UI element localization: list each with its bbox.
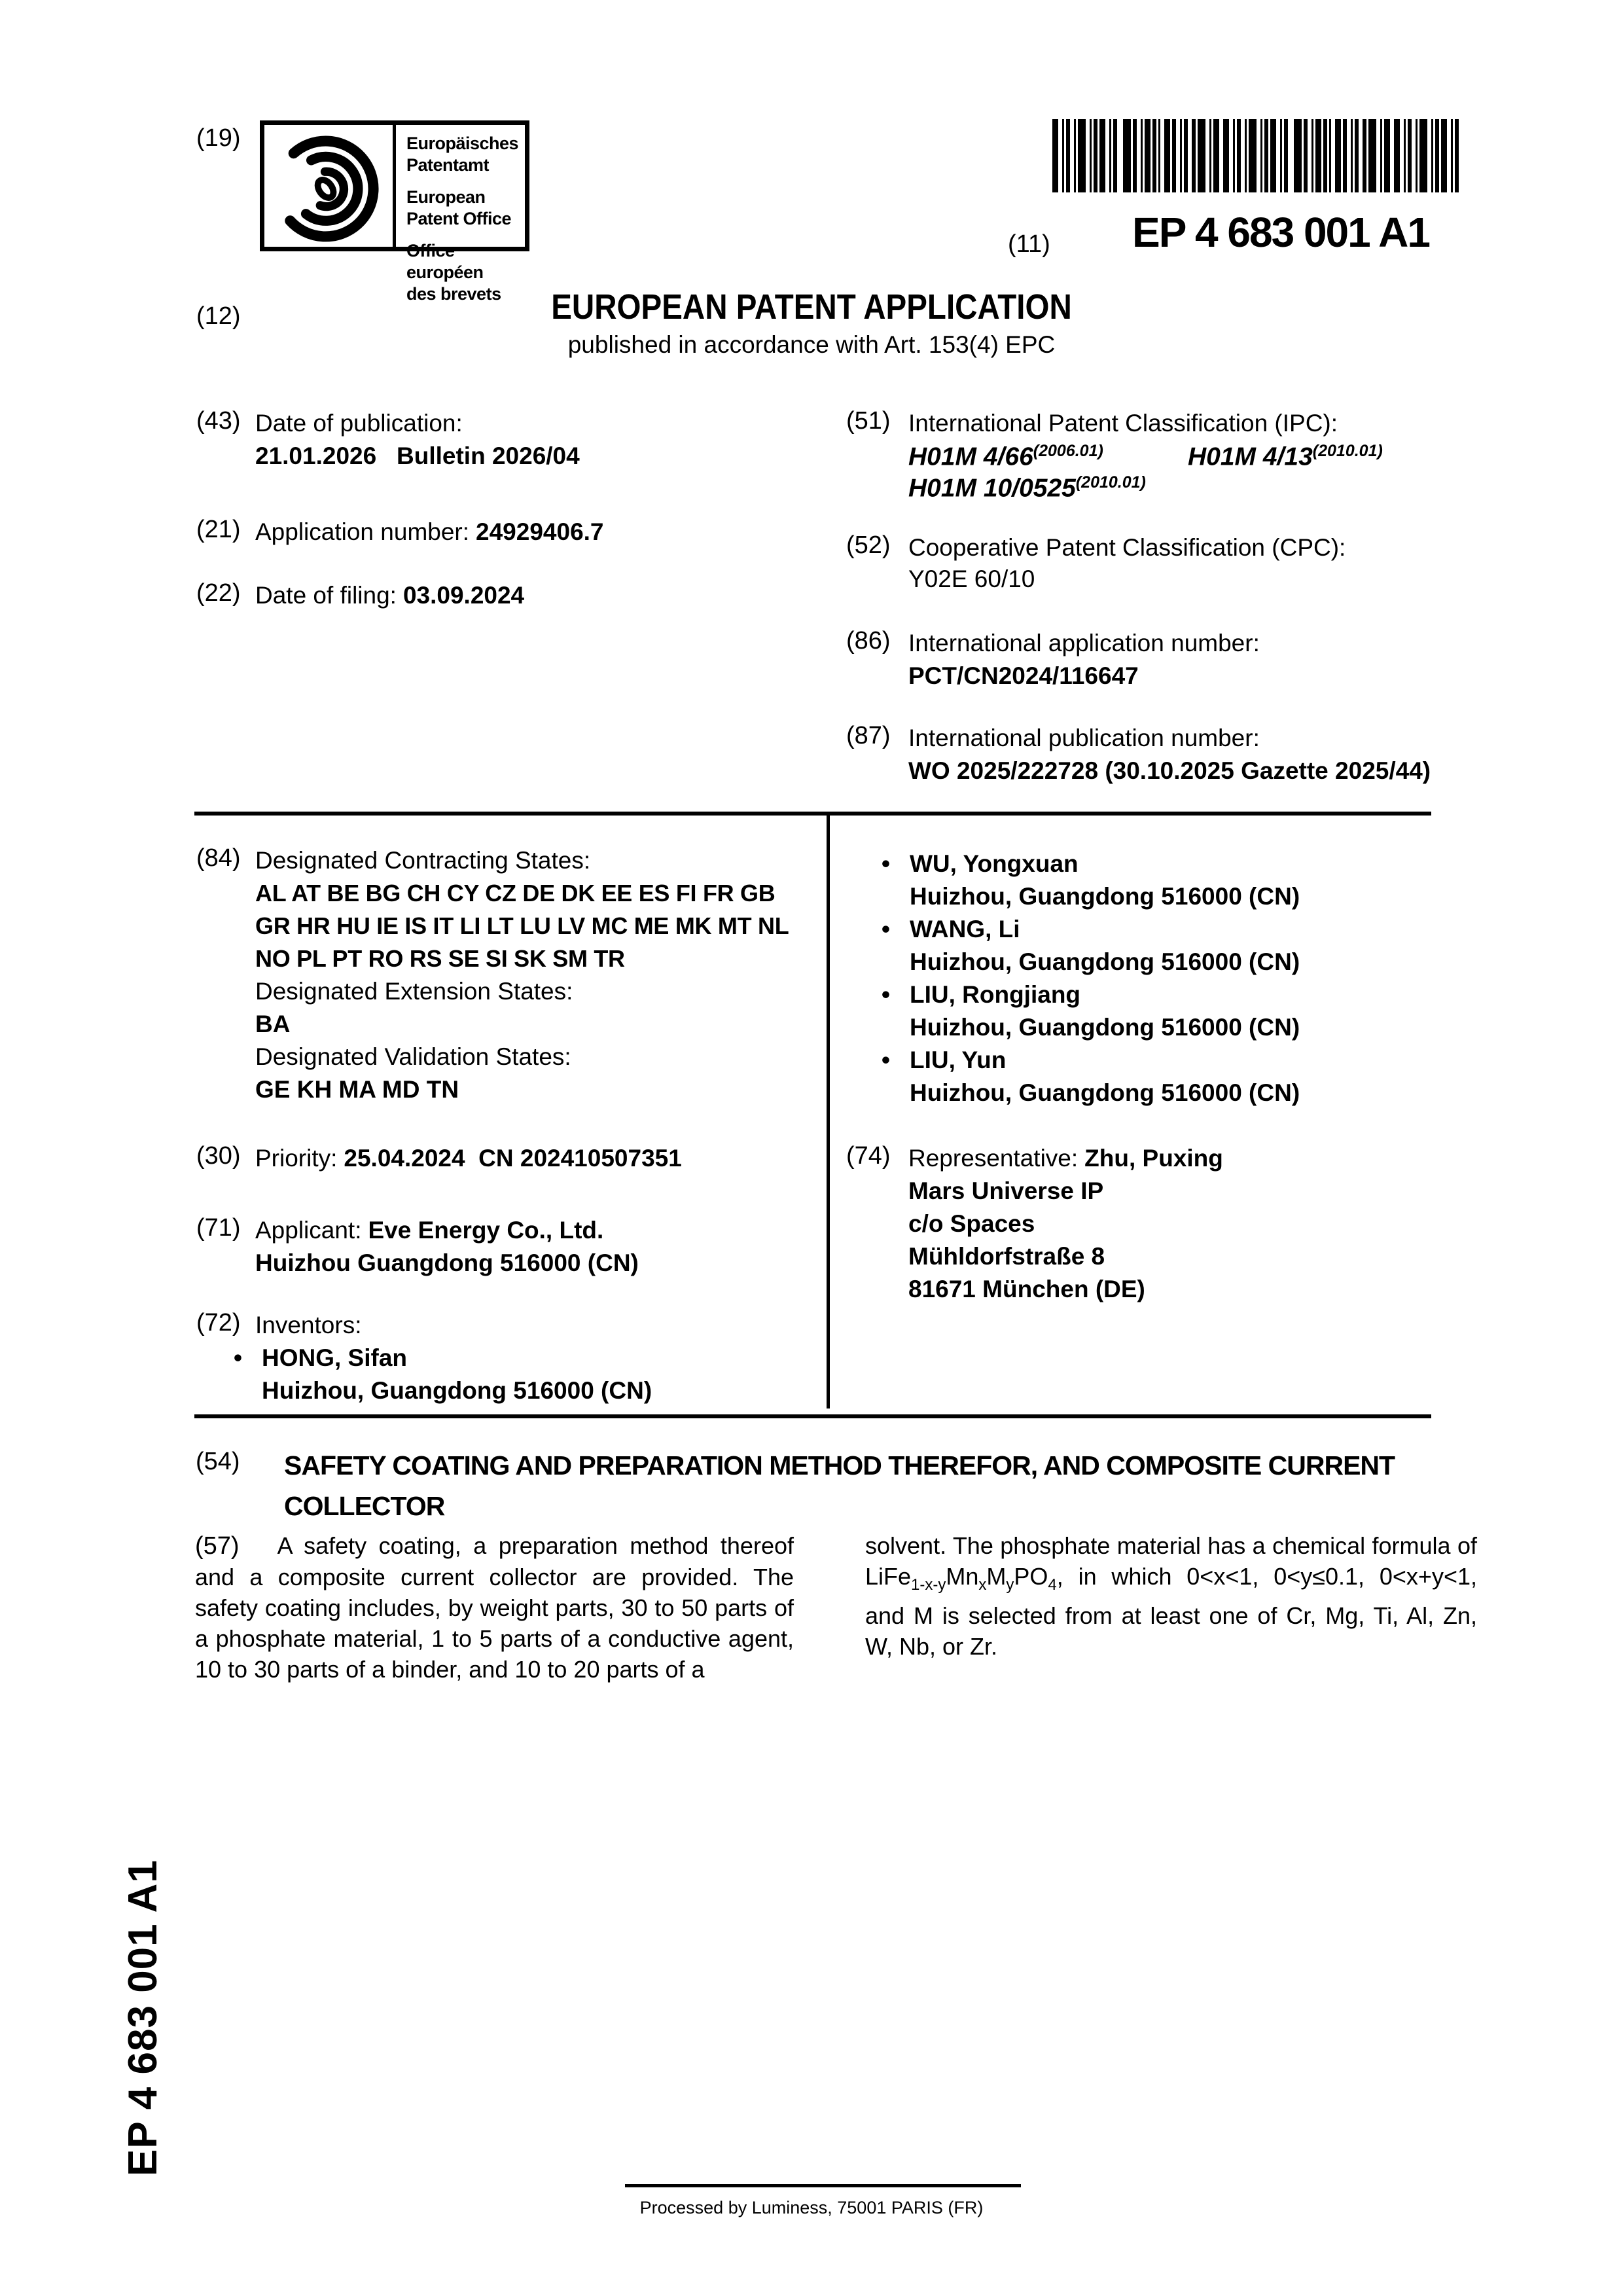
epo-name-fr-line1: Office européen [406,241,484,282]
inid-43: (43) [196,407,241,435]
f74-line: c/o Spaces [908,1210,1035,1237]
f74-line: Mühldorfstraße 8 [908,1243,1105,1270]
inid-52: (52) [846,531,891,559]
inventor-name: • LIU, Rongjiang [882,978,1080,1011]
f22-row [255,579,524,612]
f43-value: 21.01.2026 Bulletin 2026/04 [255,442,580,469]
f22-value: 03.09.2024 [402,582,525,609]
abstract-column-1 [195,1530,794,1685]
ipc-year: (2010.01) [1312,442,1383,460]
abstract-text-1: A safety coating, a preparation method thereof and a composite current collector are provided. The safety coating includes, by weight parts, 30 to 50 parts of a phosphate material, 1 to 5 parts of a conductive agent, 10 to 30 parts of a binder, and 10 to 20 parts of a [195,1532,794,1683]
inventor-address: Huizhou, Guangdong 516000 (CN) [910,948,1300,975]
bullet-icon [882,1047,910,1073]
epo-name-de-line2: Patentamt [406,155,490,175]
document-type-title: EUROPEAN PATENT APPLICATION [551,287,1072,327]
f71-label: Applicant: [255,1217,362,1244]
inventor-name: • LIU, Yun [882,1044,1006,1077]
inid-57: (57) [195,1532,240,1560]
bullet-icon [882,916,910,942]
f74-name: Zhu, Puxing [1084,1145,1223,1172]
f21-value: 24929406.7 [476,518,604,545]
epo-logo [260,120,529,304]
inventor-name: • WU, Yongxuan [882,848,1079,880]
f74-line: Mars Universe IP [908,1177,1104,1204]
ipc-entry [908,466,1146,505]
f84-val-label: Designated Validation States: [255,1043,571,1070]
inid-74: (74) [846,1142,891,1170]
f84-states-line1: AL AT BE BG CH CY CZ DE DK EE ES FI FR GB [255,880,776,906]
f30-label: Priority: [255,1145,338,1172]
epo-name-english [406,187,525,230]
section-divider-top [194,812,1431,816]
ipc-entry [1188,435,1383,473]
f84-label: Designated Contracting States: [255,847,591,874]
chemical-formula: $LiFe_{1-x-y}Mn_xM_yPO_4$ [865,1563,1057,1594]
inventor-name: • HONG, Sifan [234,1342,407,1374]
barcode [1052,119,1465,192]
inid-30: (30) [196,1142,241,1170]
inid-71: (71) [196,1214,241,1242]
f74-line: 81671 München (DE) [908,1276,1145,1302]
f86-value: PCT/CN2024/116647 [908,662,1139,689]
f43-label: Date of publication: [255,410,463,437]
footer-rule [625,2184,1021,2187]
f84-ext-states: BA [255,1011,291,1037]
f86-label: International application number: [908,630,1260,656]
invention-title: SAFETY COATING AND PREPARATION METHOD THEREFOR, AND COMPOSITE CURRENT COLLECTOR [284,1450,1395,1521]
f87-label: International publication number: [908,725,1260,751]
ipc-code: H01M 4/13 [1188,442,1313,471]
f71-applicant-address: Huizhou Guangdong 516000 (CN) [255,1249,639,1276]
f87-value: WO 2025/222728 (30.10.2025 Gazette 2025/44) [908,757,1431,784]
abstract-text-2: solvent. The phosphate material has a chemical formula of [865,1532,1477,1559]
f52-value: Y02E 60/10 [908,565,1035,592]
f84-states-line3: NO PL PT RO RS SE SI SK SM TR [255,945,625,972]
f21-label: Application number: [255,518,470,545]
f84-states-line2: GR HR HU IE IS IT LI LT LU LV MC ME MK MT NL [255,912,789,939]
epo-name-german [406,133,525,176]
epo-name-en-line2: Patent Office [406,209,512,228]
bullet-icon [882,981,910,1008]
sidebar-publication-number: EP 4 683 001 A1 [120,1859,166,2176]
inid-21: (21) [196,516,241,543]
f21-row [255,516,604,548]
f74-row [908,1142,1223,1175]
inid-54: (54) [196,1448,240,1475]
abstract-column-2 [865,1530,1477,1662]
epo-name-de-line1: Europäisches [406,134,519,153]
inventor-address: Huizhou, Guangdong 516000 (CN) [910,1079,1300,1106]
inid-19: (19) [196,124,241,152]
f74-label: Representative: [908,1145,1079,1172]
inid-51: (51) [846,407,891,435]
ipc-code: H01M 10/0525 [908,474,1076,503]
bullet-icon [882,850,910,877]
f72-label: Inventors: [255,1312,362,1338]
inventor-name: • WANG, Li [882,913,1020,946]
ipc-code: H01M 4/66 [908,442,1033,471]
f84-val-states: GE KH MA MD TN [255,1076,459,1103]
f30-value: 25.04.2024 CN 202410507351 [344,1145,682,1172]
publication-number: EP 4 683 001 A1 [1132,209,1429,256]
f22-label: Date of filing: [255,582,397,609]
inventor-address: Huizhou, Guangdong 516000 (CN) [262,1377,652,1404]
epo-name-fr-line2: des brevets [406,284,501,304]
inventor-address: Huizhou, Guangdong 516000 (CN) [910,1014,1300,1041]
footer-processing-note: Processed by Luminess, 75001 PARIS (FR) [639,2198,984,2217]
inid-11: (11) [1008,230,1050,258]
ipc-year: (2006.01) [1033,442,1103,460]
bullet-icon [234,1344,262,1371]
inid-84: (84) [196,844,241,872]
document-subtitle: published in accordance with Art. 153(4) EPC [567,331,1056,358]
inid-22: (22) [196,579,241,607]
inid-12: (12) [196,302,241,330]
section-divider-bottom [194,1414,1431,1418]
inventor-address: Huizhou, Guangdong 516000 (CN) [910,883,1300,910]
inid-86: (86) [846,627,891,655]
f52-label: Cooperative Patent Classification (CPC): [908,534,1346,561]
f71-applicant-name: Eve Energy Co., Ltd. [368,1217,604,1244]
epo-swirl-icon [264,125,396,247]
f30-row [255,1142,682,1175]
inid-72: (72) [196,1309,241,1336]
abstract-text-3: , in which 0<x<1, 0<y≤0.1, 0<x+y<1, and M is selected from at least one of Cr, Mg, Ti, Al, Zn, W, Nb, or Zr. [865,1563,1477,1660]
f84-ext-label: Designated Extension States: [255,978,573,1005]
column-divider [827,812,830,1408]
epo-office-names [396,125,525,304]
inid-87: (87) [846,722,891,749]
epo-name-en-line1: European [406,187,486,207]
f51-label: International Patent Classification (IPC): [908,410,1338,437]
f71-row [255,1214,603,1247]
ipc-year: (2010.01) [1075,473,1146,492]
